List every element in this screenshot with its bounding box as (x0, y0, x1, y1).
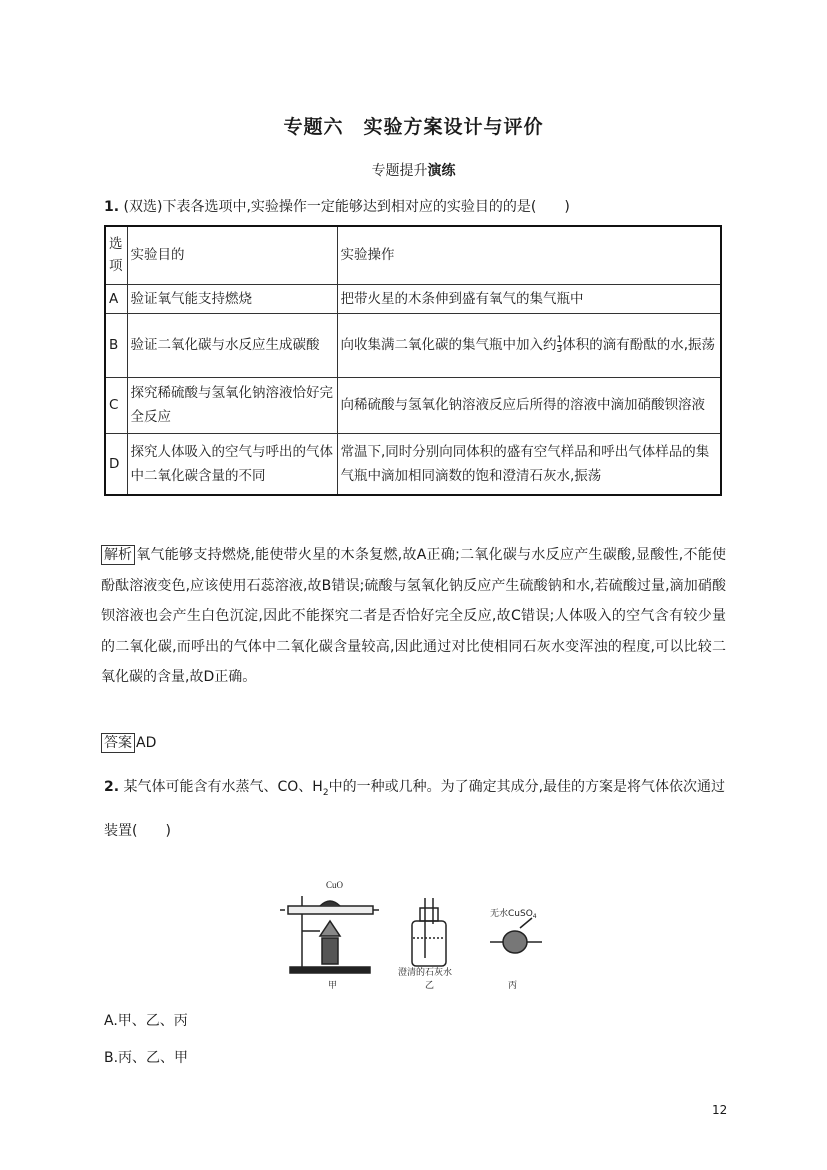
row-purpose: 探究稀硫酸与氢氧化钠溶液恰好完全反应 (127, 377, 337, 433)
question-1-text: (双选)下表各选项中,实验操作一定能够达到相对应的实验目的的是( ) (123, 199, 570, 215)
row-option: A (105, 284, 127, 313)
option-a: A.甲、乙、丙 (104, 1013, 188, 1029)
apparatus-figure (280, 876, 570, 996)
row-option: D (105, 433, 127, 495)
label-yi: 乙 (425, 981, 435, 991)
row-option: B (105, 313, 127, 377)
label-jia: 甲 (328, 981, 338, 991)
apparatus-yi (412, 898, 446, 966)
apparatus-jia (280, 896, 379, 973)
label-bing: 丙 (508, 981, 518, 991)
question-2-text-post: 中的一种或几种。为了确定其成分,最佳的方案是将气体依次通过装置( ) (104, 779, 726, 839)
page-number: 12 (712, 1103, 728, 1117)
question-2-number: 2. (104, 779, 120, 795)
row-purpose: 验证氧气能支持燃烧 (127, 284, 337, 313)
label-cuso4-main: 无水CuSO (490, 909, 533, 919)
answer-value: AD (136, 735, 157, 751)
label-cuo: CuO (326, 880, 344, 890)
section-subtitle (0, 160, 827, 180)
question-2-subscript: 2 (322, 787, 329, 798)
option-b: B.丙、乙、甲 (104, 1050, 189, 1066)
table-row (105, 433, 721, 495)
operation-text-pre: 向收集满二氧化碳的集气瓶中加入约 (340, 337, 557, 353)
page-title: 专题六 实验方案设计与评价 (283, 116, 544, 138)
label-cuso4-sub: 4 (532, 913, 537, 920)
question-1-number: 1. (104, 199, 120, 215)
row-operation: 把带火星的木条伸到盛有氧气的集气瓶中 (337, 284, 721, 313)
apparatus-bing (490, 918, 542, 953)
row-operation (337, 313, 721, 377)
analysis-text: 氧气能够支持燃烧,能使带火星的木条复燃,故A正确;二氧化碳与水反应产生碳酸,显酸性,不能使酚酞溶液变色,应该使用石蕊溶液,故B错误;硫酸与氢氧化钠反应产生硫酸钠和水,若硫酸过量,滴加硝酸钡溶液也会产生白色沉淀,因此不能探究二者是否恰好完全反应,故C错误;人体吸入的空气含有较少量的二氧化碳,而呼出的气体中二氧化碳含量较高,因此通过对比使相同石灰水变浑浊的程度,可以比较二氧化碳的含量,故D正确。 (101, 547, 726, 685)
row-purpose: 探究人体吸入的空气与呼出的气体中二氧化碳含量的不同 (127, 433, 337, 495)
subtitle-part-a: 专题提升 (371, 163, 428, 179)
header-purpose: 实验目的 (127, 226, 337, 284)
label-cuso4 (490, 907, 537, 920)
table-header-row (105, 226, 721, 284)
question-2-text-pre: 某气体可能含有水蒸气、CO、H (123, 779, 323, 795)
fraction-denominator: 3 (556, 344, 563, 355)
row-operation: 常温下,同时分别向同体积的盛有空气样品和呼出气体样品的集气瓶中滴加相同滴数的饱和澄清石灰水,振荡 (337, 433, 721, 495)
header-option: 选项 (105, 226, 127, 284)
question-2 (104, 768, 726, 850)
answer-line (101, 733, 156, 753)
row-option: C (105, 377, 127, 433)
subtitle-part-b: 演练 (427, 163, 456, 179)
answer-tag: 答案 (101, 733, 135, 753)
fraction-numerator: 1 (556, 334, 563, 345)
analysis-paragraph (101, 540, 726, 693)
analysis-tag: 解析 (101, 545, 135, 565)
row-purpose: 验证二氧化碳与水反应生成碳酸 (127, 313, 337, 377)
question-1 (104, 197, 570, 217)
options-table (104, 225, 722, 496)
label-lime-water: 澄清的石灰水 (398, 968, 453, 978)
row-operation: 向稀硫酸与氢氧化钠溶液反应后所得的溶液中滴加硝酸钡溶液 (337, 377, 721, 433)
header-operation: 实验操作 (337, 226, 721, 284)
table-row (105, 313, 721, 377)
table-row (105, 284, 721, 313)
table-row (105, 377, 721, 433)
operation-text-post: 体积的滴有酚酞的水,振荡 (562, 337, 716, 353)
